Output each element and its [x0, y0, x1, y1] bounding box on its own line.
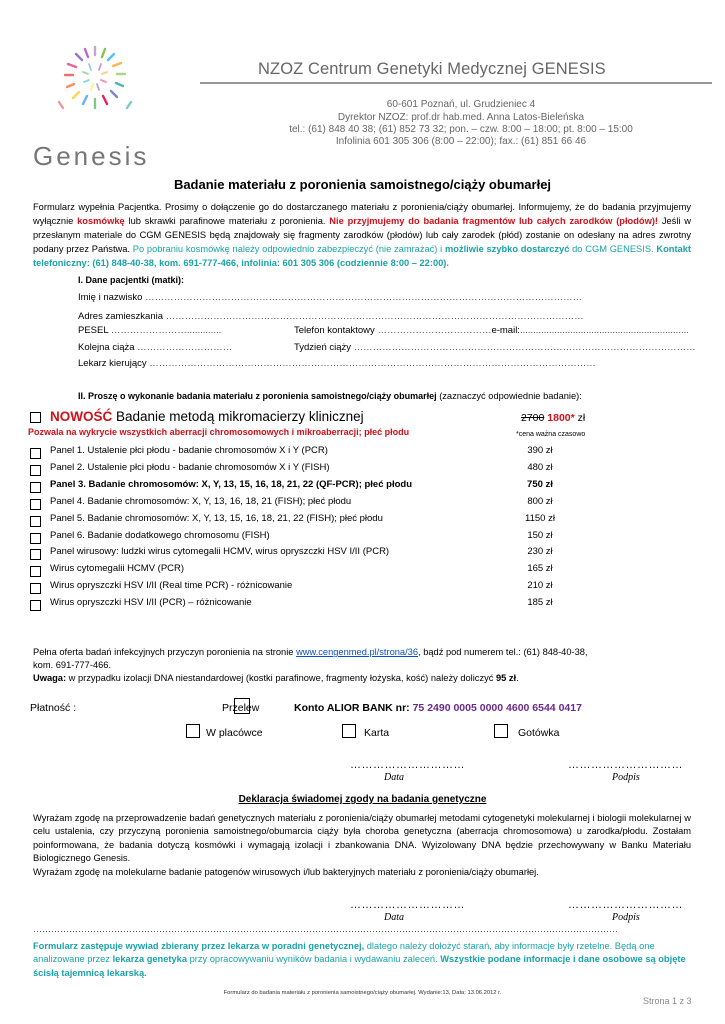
bank-account: Konto ALIOR BANK nr: 75 2490 0005 0000 4600 6544 0417 — [294, 702, 582, 714]
infolinia-line: Infolinia 601 305 306 (8:00 – 22:00); fax.: (61) 851 66 46 — [335, 136, 587, 147]
offer-phone-line: kom. 691-777-466. — [33, 660, 112, 670]
panel-price: 165 zł — [527, 563, 553, 575]
pregnancy-number-field[interactable]: Kolejna ciąża ………………………… — [78, 342, 233, 353]
footer-text: Formularz do badania materiału z poronienia samoistnego/ciąży obumarłej. Wydanie:13, Data: 13.06.2012 r. — [223, 990, 502, 996]
price-note: *cena ważna czasowo — [516, 431, 586, 438]
offer-line: Pełna oferta badań infekcyjnych przyczyn poronienia na stronie www.cengenmed.pl/strona/36, bądź pod numerem tel.: (61) 848-40-38, — [33, 647, 588, 657]
patient-section-heading: I. Dane pacjentki (matki): — [78, 275, 185, 285]
panel-checkbox[interactable] — [30, 516, 41, 527]
pregnancy-week-field[interactable]: Tydzień ciąży ……………………………………………………………………………………………… — [294, 342, 696, 353]
address-line: 60-601 Poznań, ul. Grudzieniec 4 — [386, 99, 536, 110]
panel-checkbox[interactable] — [30, 499, 41, 510]
cash-checkbox[interactable] — [494, 724, 508, 738]
sign-label-2: Podpis — [612, 912, 640, 923]
address-field[interactable]: Adres zamieszkania …………………………………………………………………………………………………………………… — [78, 311, 584, 322]
separator-dots: …………………………………………………………………………………………………………………………………………………………………………… — [33, 924, 618, 934]
declaration-title: Deklaracja świadomej zgody na badania genetyczne — [238, 794, 487, 805]
date-label-1: Data — [384, 772, 404, 783]
date-line-2[interactable]: ………………………… — [350, 899, 465, 911]
panel-price: 230 zł — [527, 546, 553, 558]
panel-checkbox[interactable] — [30, 566, 41, 577]
pesel-field[interactable]: PESEL ……………………............. — [78, 325, 222, 336]
panel-price: 750 zł — [527, 478, 553, 490]
panel-label: Panel wirusowy: ludzki wirus cytomegalii HCMV, wirus opryszczki HSV I/II (PCR) — [50, 546, 390, 558]
panel-checkbox[interactable] — [30, 549, 41, 560]
panel-price: 1150 zł — [525, 512, 555, 524]
panel-checkbox[interactable] — [30, 533, 41, 544]
card-checkbox[interactable] — [342, 724, 356, 738]
panel-price: 150 zł — [527, 529, 553, 541]
facility-checkbox[interactable] — [186, 724, 200, 738]
cash-label: Gotówka — [518, 727, 560, 739]
transfer-option[interactable]: Przelew — [222, 702, 260, 714]
declaration-text: Wyrażam zgodę na przeprowadzenie badań genetycznych materiału z poronienia/ciąży obumarłej metodami cytogenetyki molekularnej i biologii molekularnej w celu ustalenia, czy przyczyną poronienia samoistnego/obumarcia ciąży była choroba genetyczna (aberracja chromosomowa) u zarodka/płodu. Zostałam poinformowana, że badania dotyczą kosmówki i wymagają izolacji i zbankowania DNA. Wyizolowany DNA będzie przechowywany w Banku Materiału Biologicznego Genesis. Wyrażam zgodę na molekularne badanie patogenów wirusowych i/lub bakteryjnych materiału z poronienia/ciąży obumarłej. — [33, 813, 691, 877]
genesis-logo-text: Genesis — [33, 141, 150, 171]
panel-checkbox[interactable] — [30, 448, 41, 459]
panel-checkbox[interactable] — [30, 600, 41, 611]
panel-label: Wirus opryszczki HSV I/II (Real time PCR) - różnicowanie — [50, 580, 293, 592]
document-title: Badanie materiału z poronienia samoistnego/ciąży obumarłej — [173, 177, 552, 192]
panel-checkbox[interactable] — [30, 583, 41, 594]
header-rule — [200, 82, 712, 84]
panel-checkbox[interactable] — [30, 482, 41, 493]
genesis-logo-mark — [55, 42, 135, 137]
transfer-checkbox[interactable] — [234, 698, 250, 714]
panel-label: Panel 5. Badanie chromosomów: X, Y, 13, 15, 16, 18, 21, 22 (FISH); płeć płodu — [50, 512, 383, 524]
name-field[interactable]: Imię i nazwisko ………………………………………………………………………………………………………………………… — [78, 292, 583, 303]
microarray-title: NOWOŚĆ Badanie metodą mikromacierzy klinicznej — [50, 409, 364, 424]
card-label: Karta — [364, 727, 390, 739]
panel-label: Panel 1. Ustalenie płci płodu - badanie chromosomów X i Y (PCR) — [50, 445, 328, 456]
offer-link[interactable]: www.cengenmed.pl/strona/36 — [296, 647, 419, 657]
panel-label: Panel 4. Badanie chromosomów: X, Y, 13, 16, 18, 21 (FISH); płeć płodu — [50, 495, 352, 507]
sign-line-2[interactable]: ………………………… — [568, 899, 683, 911]
date-line-1[interactable]: ………………………… — [350, 759, 465, 771]
microarray-checkbox[interactable] — [30, 412, 41, 423]
panel-checkbox[interactable] — [30, 465, 41, 476]
microarray-description: Pozwala na wykrycie wszystkich aberracji chromosomowych i mikroaberracji; płeć płodu — [28, 427, 410, 437]
uwaga-note: Uwaga: w przypadku izolacji DNA niestandardowej (kostki parafinowe, fragmenty łożyska, kość) należy doliczyć 95 zł. — [33, 673, 519, 683]
sign-label-1: Podpis — [612, 772, 640, 783]
phone-line: tel.: (61) 848 40 38; (61) 852 73 32; pon. – czw. 8:00 – 18:00; pt. 8:00 – 15:00 — [289, 124, 633, 135]
panel-label: Panel 2. Ustalenie płci płodu - badanie chromosomów X i Y (FISH) — [50, 461, 330, 473]
microarray-price: 2700 1800* zł — [521, 412, 586, 424]
panel-label: Wirus opryszczki HSV I/II (PCR) – różnicowanie — [50, 597, 252, 609]
referring-doctor-field[interactable]: Lekarz kierujący …………………………………………………………………………………………………………………………… — [78, 358, 596, 369]
final-note: Formularz zastępuje wywiad zbierany przez lekarza w poradni genetycznej, dlatego należy dołożyć starań, aby informacje były rzetelne. Będą one analizowane przez lekarza genetyka przy opracowywaniu wyników badania i wydawaniu zaleceń. Wszystkie podane informacje i dane osobowe są objęte ścisłą tajemnicą lekarską. — [33, 941, 686, 978]
facility-label: W placówce — [206, 727, 263, 739]
order-section-heading: II. Proszę o wykonanie badania materiału z poronienia samoistnego/ciąży obumarłej (zaznaczyć odpowiednie badanie): — [78, 391, 582, 401]
sign-line-1[interactable]: ………………………… — [568, 759, 683, 771]
panel-price: 210 zł — [527, 580, 553, 592]
panel-price: 800 zł — [527, 495, 553, 507]
panel-label: Panel 6. Badanie dodatkowego chromosomu (FISH) — [50, 529, 270, 541]
panel-price: 185 zł — [527, 597, 553, 609]
intro-paragraph: Formularz wypełnia Pacjentka. Prosimy o dołączenie go do dostarczanego materiału z poronienia/ciąży obumarłej. Informujemy, że do badania przyjmujemy wyłącznie kosmówkę lub skrawki parafinowe materiału z poronienia. Nie przyjmujemy do badania fragmentów lub całych zarodków (płodów)! Jeśli w przesłanym materiale do CGM GENESIS będą znajdowały się fragmenty zarodków (płodów) lub cały zarodek (płód) zostanie on odesłany na adres zwrotny podany przez Państwa. Po pobraniu kosmówkę należy odpowiednio zabezpieczyć (nie zamrażać) i możliwie szybko dostarczyć do CGM GENESIS. Kontakt telefoniczny: (61) 848-40-38, kom. 691-777-466, infolinia: 601 305 306 (codziennie 8:00 – 22:00). — [33, 202, 691, 268]
phone-field[interactable]: Telefon kontaktowy ………………………………e-mail:................................................................ — [294, 325, 689, 336]
panel-price: 390 zł — [527, 445, 553, 456]
page-number: Strona 1 z 3 — [643, 996, 692, 1006]
org-title: NZOZ Centrum Genetyki Medycznej GENESIS — [258, 60, 606, 78]
payment-label: Płatność : — [30, 702, 77, 714]
panel-price: 480 zł — [527, 461, 553, 473]
panel-label: Wirus cytomegalii HCMV (PCR) — [50, 563, 185, 575]
date-label-2: Data — [384, 912, 404, 923]
director-line: Dyrektor NZOZ: prof.dr hab.med. Anna Latos-Bieleńska — [337, 112, 585, 123]
panel-label: Panel 3. Badanie chromosomów: X, Y, 13, 15, 16, 18, 21, 22 (QF-PCR); płeć płodu — [50, 478, 412, 490]
